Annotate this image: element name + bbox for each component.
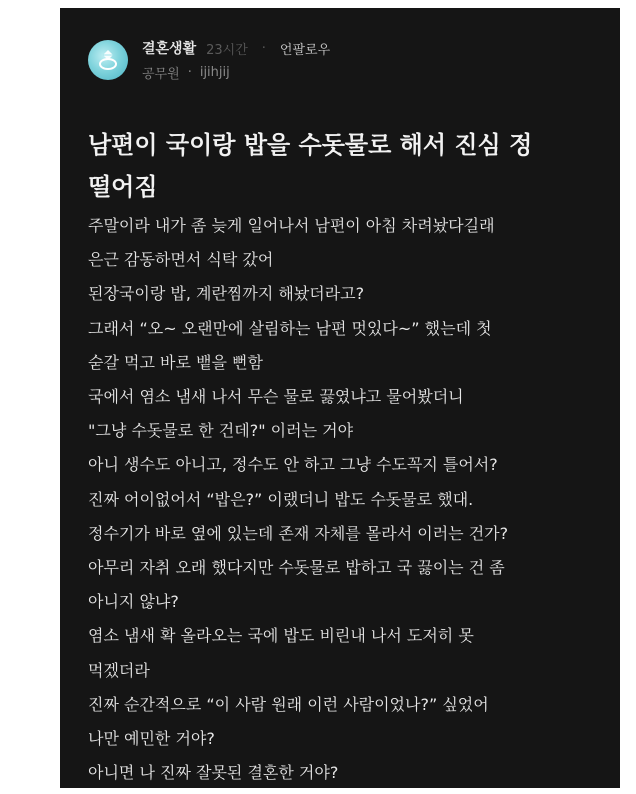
post-title-line: 남편이 국이랑 밥을 수돗물로 해서 진심 정 — [88, 131, 533, 159]
post-body-line: 먹겠더라 — [88, 660, 150, 680]
post-body-line: 주말이라 내가 좀 늦게 일어나서 남편이 아침 차려놨다길래 — [88, 216, 495, 235]
post-body-line: 국에서 염소 냄새 나서 무슨 물로 끓였냐고 물어봤더니 — [88, 387, 464, 407]
post-body-line: 정수기가 바로 옆에 있는데 존재 자체를 몰라서 이러는 건가? — [88, 523, 509, 543]
unfollow-button[interactable]: 언팔로우 — [279, 42, 331, 58]
post-body-line: "그냥 수돗물로 한 건데?" 이러는 거야 — [88, 421, 354, 441]
author-job: 공무원 — [142, 66, 180, 82]
post-body-line: 진짜 순간적으로 “이 사람 원래 이런 사람이었나?” 싶었어 — [88, 694, 489, 714]
post-title — [88, 124, 598, 208]
post-meta-top — [142, 38, 330, 58]
post-time: 23시간 — [206, 42, 248, 58]
post-body-line: 그래서 “오~ 오랜만에 살림하는 남편 멋있다~” 했는데 첫 — [88, 318, 492, 338]
post-body-line: 나만 예민한 거야? — [88, 729, 215, 749]
post-body-line: 진짜 어이없어서 “밥은?” 이랬더니 밥도 수돗물로 했대. — [88, 489, 474, 509]
post-title-line: 떨어짐 — [88, 173, 158, 201]
post-body — [88, 209, 608, 788]
community-name[interactable]: 결혼생활 — [142, 41, 197, 57]
post-body-line: 아니면 나 진짜 잘못된 결혼한 거야? — [88, 763, 339, 783]
author-id[interactable]: ijihjij — [199, 64, 230, 80]
post-body-line: 숟갈 먹고 바로 뱉을 뻔함 — [88, 352, 263, 372]
author-info — [142, 62, 230, 82]
author-separator: · — [187, 64, 192, 80]
community-avatar[interactable] — [88, 40, 128, 80]
post-body-line: 염소 냄새 확 올라오는 국에 밥도 비린내 나서 도저히 못 — [88, 626, 474, 646]
post-body-line: 아무리 자취 오래 했다지만 수돗물로 밥하고 국 끓이는 건 좀 — [88, 558, 505, 578]
post-body-line: 된장국이랑 밥, 계란찜까지 해놨더라고? — [88, 284, 365, 304]
post-body-line: 은근 감동하면서 식탁 갔어 — [88, 250, 274, 270]
post-body-line: 아니지 않냐? — [88, 592, 179, 612]
post-screenshot-frame — [60, 8, 620, 788]
meta-separator: · — [261, 40, 266, 56]
post-body-line: 아니 생수도 아니고, 정수도 안 하고 그냥 수도꼭지 틀어서? — [88, 455, 498, 475]
diamond-ring-icon — [95, 47, 121, 73]
